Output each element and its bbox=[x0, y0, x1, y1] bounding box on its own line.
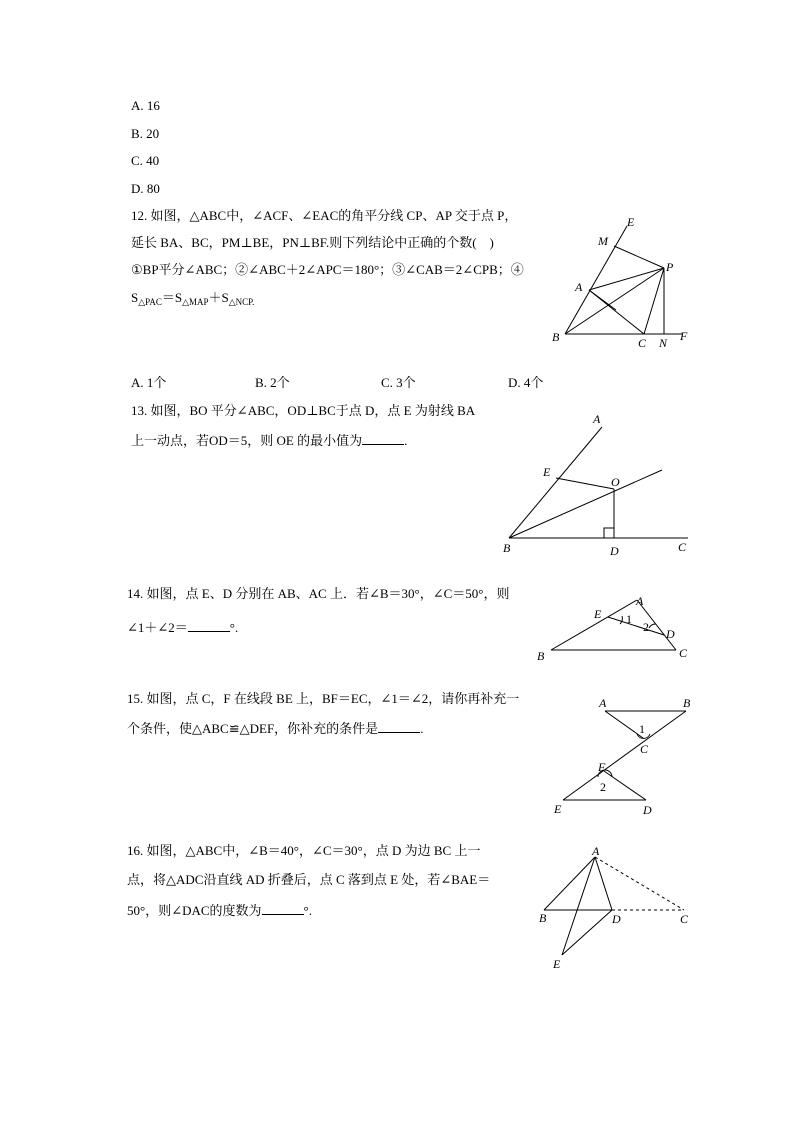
q14-label-2: 2 bbox=[643, 620, 649, 634]
q16-line1: 16. 如图，△ABC中，∠B＝40°，∠C＝30°，点 D 为边 BC 上一 bbox=[127, 843, 481, 858]
q16-label-a: A bbox=[592, 844, 600, 858]
q12-label-b: B bbox=[552, 330, 560, 344]
q16-label-d: D bbox=[612, 912, 621, 926]
q15-line2 bbox=[127, 720, 423, 737]
q14-label-d: D bbox=[666, 627, 675, 641]
q12-label-n: N bbox=[659, 336, 668, 350]
q16-line3-text: 50°，则∠DAC的度数为 bbox=[127, 903, 262, 918]
q12-line1: 12. 如图，△ABC中，∠ACF、∠EAC的角平分线 CP、AP 交于点 P， bbox=[131, 208, 518, 223]
q14-line1: 14. 如图，点 E、D 分别在 AB、AC 上．若∠B＝30°，∠C＝50°，则 bbox=[127, 586, 510, 601]
q14-label-e: E bbox=[594, 607, 602, 621]
q12-label-c: C bbox=[638, 336, 647, 350]
option-a: A. 16 bbox=[131, 98, 160, 113]
q15-line2-text: 个条件，使△ABC≌△DEF，你补充的条件是 bbox=[127, 721, 379, 736]
q14-line2-end: °. bbox=[229, 620, 239, 635]
option-b: B. 20 bbox=[131, 126, 160, 141]
q12-option-c: C. 3个 bbox=[381, 375, 416, 390]
q12-option-b: B. 2个 bbox=[255, 375, 290, 390]
q13-label-a: A bbox=[593, 412, 601, 426]
q12-label-a: A bbox=[575, 280, 583, 294]
q13-line1: 13. 如图，BO 平分∠ABC，OD⊥BC于点 D，点 E 为射线 BA bbox=[131, 403, 476, 418]
q14-line2-text: ∠1＋∠2＝ bbox=[127, 620, 188, 635]
q16-line2: 点，将△ADC沿直线 AD 折叠后，点 C 落到点 E 处，若∠BAE＝ bbox=[127, 872, 491, 887]
q13-line2-text: 上一动点，若OD＝5，则 OE 的最小值为 bbox=[131, 433, 363, 448]
answer-blank[interactable] bbox=[262, 902, 304, 915]
q15-label-f: F bbox=[598, 760, 606, 774]
q15-line1: 15. 如图，点 C，F 在线段 BE 上，BF＝EC，∠1＝∠2，请你再补充一 bbox=[127, 691, 520, 706]
q15-label-2: 2 bbox=[600, 780, 606, 794]
area-sub-pac: △PAC bbox=[138, 297, 162, 307]
q12-line2: 延长 BA、BC，PM⊥BE，PN⊥BF.则下列结论中正确的个数( ) bbox=[131, 235, 494, 250]
q15-label-a: A bbox=[599, 696, 607, 710]
q12-label-f: F bbox=[680, 329, 688, 343]
area-symbol: S bbox=[131, 290, 139, 305]
q16-line3 bbox=[127, 902, 312, 919]
q16-label-c: C bbox=[680, 912, 689, 926]
q14-line2 bbox=[127, 619, 238, 636]
q14-label-c: C bbox=[679, 646, 688, 660]
q15-line2-end: . bbox=[420, 721, 424, 736]
q14-label-1: 1 bbox=[626, 612, 632, 626]
answer-blank[interactable] bbox=[378, 720, 420, 733]
answer-blank[interactable] bbox=[362, 432, 404, 445]
q16-label-b: B bbox=[539, 911, 547, 925]
q13-line2-end: . bbox=[404, 433, 408, 448]
q12-line4 bbox=[131, 290, 254, 310]
q15-label-1: 1 bbox=[639, 722, 645, 736]
q14-label-b: B bbox=[537, 649, 545, 663]
q12-label-e: E bbox=[627, 215, 635, 229]
q14-label-a: A bbox=[636, 594, 644, 608]
plus: ＋S bbox=[208, 290, 229, 305]
q13-label-b: B bbox=[503, 541, 511, 555]
option-c: C. 40 bbox=[131, 153, 160, 168]
q12-option-a: A. 1个 bbox=[131, 375, 167, 390]
option-d: D. 80 bbox=[131, 181, 160, 196]
q13-label-d: D bbox=[610, 544, 619, 558]
q12-line3: ①BP平分∠ABC；②∠ABC＋2∠APC＝180°；③∠CAB＝2∠CPB；④ bbox=[131, 262, 524, 277]
q13-label-e: E bbox=[543, 465, 551, 479]
q12-option-d: D. 4个 bbox=[508, 375, 544, 390]
q15-label-c: C bbox=[640, 742, 649, 756]
q16-line3-end: °. bbox=[303, 903, 312, 918]
area-sub-map: △MAP bbox=[182, 297, 209, 307]
q15-label-e: E bbox=[554, 802, 562, 816]
area-sub-ncp: △NCP. bbox=[228, 297, 255, 307]
q13-line2 bbox=[131, 432, 407, 449]
q13-label-o: O bbox=[611, 475, 620, 489]
q15-label-d: D bbox=[643, 803, 652, 817]
q15-label-b: B bbox=[683, 696, 691, 710]
q13-label-c: C bbox=[678, 540, 687, 554]
answer-blank[interactable] bbox=[188, 619, 230, 632]
q12-label-m: M bbox=[598, 234, 608, 248]
q16-label-e: E bbox=[553, 957, 561, 971]
equals: ＝S bbox=[161, 290, 183, 305]
q12-label-p: P bbox=[666, 260, 674, 274]
